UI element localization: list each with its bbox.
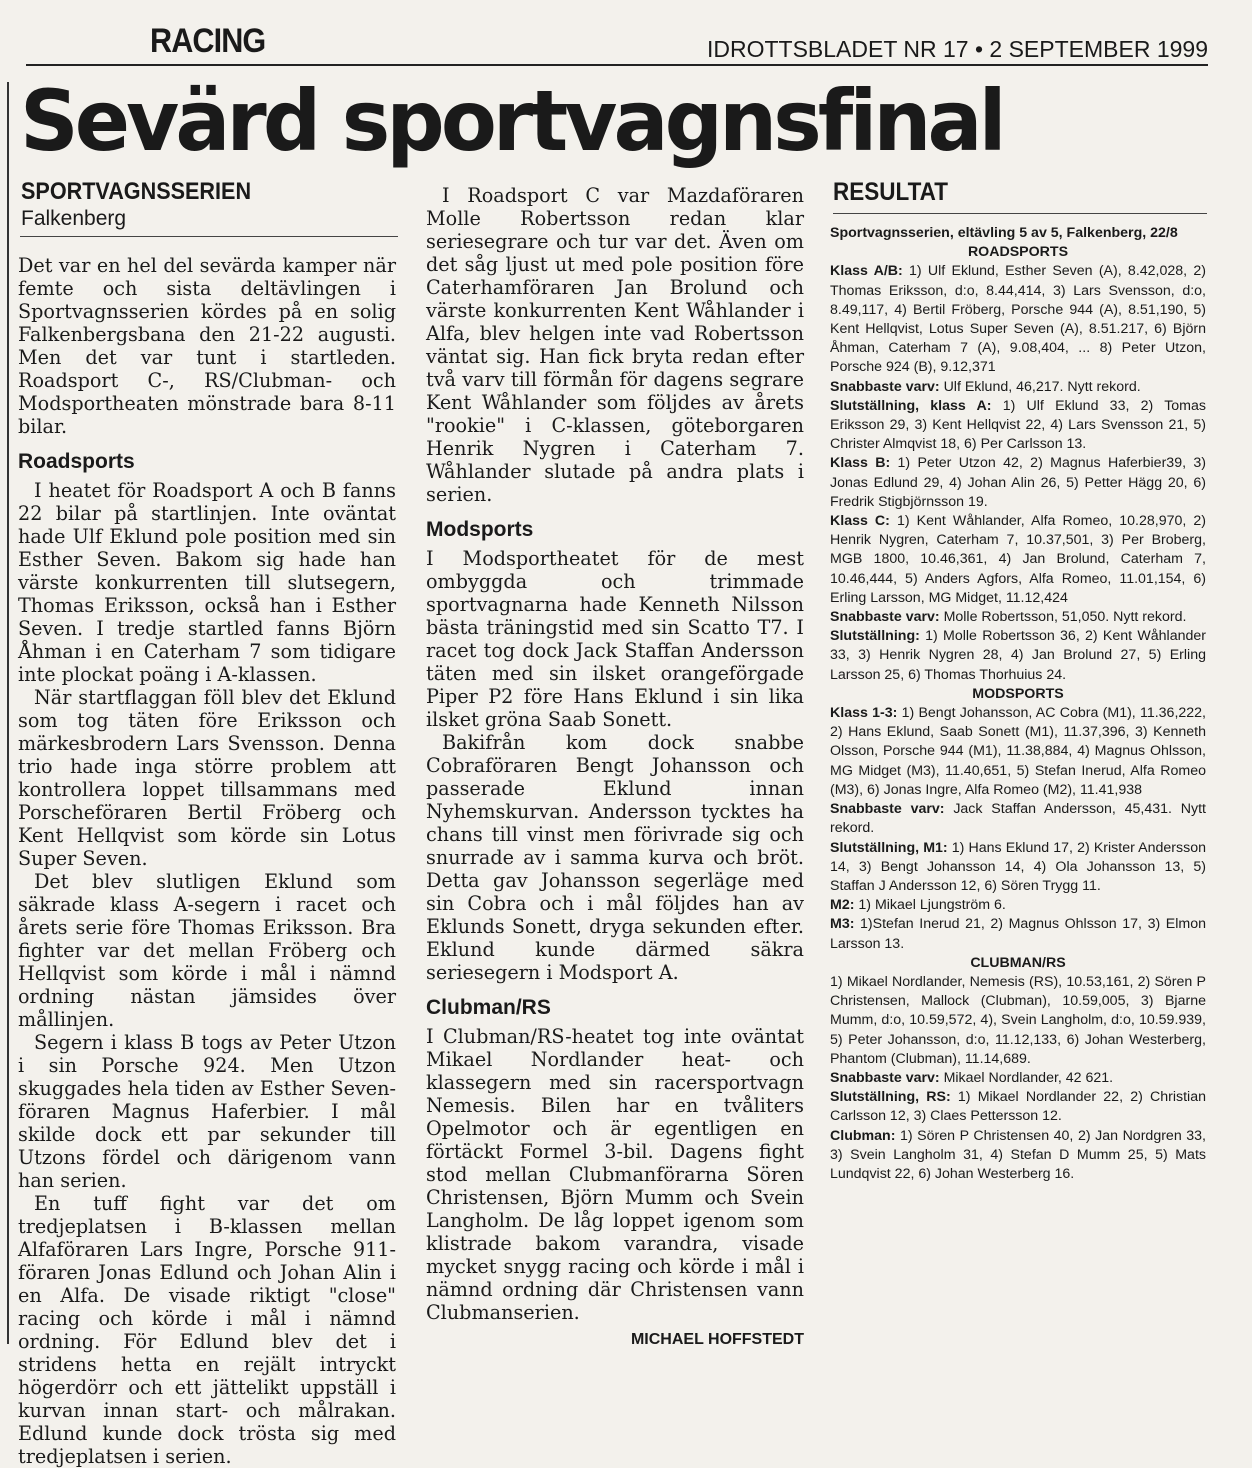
kicker-rule [20, 236, 398, 237]
article-intro: Det var en hel del sevärda kamper när femte och sista deltävlingen i Sportvagnsserien kördes på en solig Falkenbergsbana den 21-22 augusti. Men det var tunt i startleden. Roadsport C-, RS/Clubman- och Modsportheaten mönstrade bara 8-11 bilar. [18, 254, 396, 438]
results-title: RESULTAT [833, 178, 948, 206]
result-entry: Slutställning: 1) Molle Robertsson 36, 2) Kent Wåhlander 33, 3) Henrik Nygren 28, 4) Jan Brolund 27, 5) Erling Larsson 25, 6) Thomas Thorhuius 24. [830, 628, 1206, 683]
result-entry: Snabbaste varv: Molle Robertsson, 51,050. Nytt rekord. [830, 609, 1187, 626]
paragraph: I Clubman/RS-heatet tog inte oväntat Mikael Nordlander heat- och klassegern med sin racersportvagn Nemesis. Bilen har en tvåliters Opelmotor och är egentligen en förtäckt Formel 3-bil. Dagens fight stod mellan Clubmanförarna Sören Christensen, Björn Mumm och Svein Langholm. De låg loppet igenom som klistrade bakom varandra, visade mycket snygg racing och körde i mål i nämnd ordning där Christensen vann Clubmanserien. [426, 1025, 804, 1324]
kicker: SPORTVAGNSSERIEN [21, 178, 252, 205]
result-entry: Clubman: 1) Sören P Christensen 40, 2) Jan Nordgren 33, 3) Svein Langholm 31, 4) Stefan D Mumm 25, 5) Mats Lundqvist 22, 6) Johan Westerberg 16. [830, 1127, 1206, 1182]
result-entry: Klass C: 1) Kent Wåhlander, Alfa Romeo, 10.28,970, 2) Henrik Nygren, Caterham 7, 10.37,501, 3) Per Broberg, MGB 1800, 10.46,361, 4) Jan Brolund, Caterham 7, 10.46,444, 5) Anders Agfors, Alfa Romeo, 11.01,154, 6) Erling Larsson, MG Midget, 11.12,424 [830, 513, 1206, 606]
dateline-place: Falkenberg [21, 207, 127, 230]
paragraph: När startflaggan föll blev det Eklund som tog täten före Eriksson och märkesbrodern Lars Svensson. Denna trio hade inga större problem att kontrollera loppet tillsammans med Porscheföraren Bertil Fröberg och Kent Hellqvist som körde sin Lotus Super Seven. [18, 686, 396, 870]
results-rule [833, 213, 1207, 214]
result-entry: Snabbaste varv: Mikael Nordlander, 42 621. [830, 1069, 1114, 1086]
article-column-1 [18, 254, 396, 1468]
paragraph: I heatet för Roadsport A och B fanns 22 bilar på startlinjen. Inte oväntat hade Ulf Eklund pole position med sin Esther Seven. Bakom sig hade han värste konkurrenten till slutsegern, Thomas Eriksson, också han i Esther Seven. I tredje startled fanns Björn Åhman i en Caterham 7 som tidigare inte plockat poäng i A-klassen. [18, 479, 396, 686]
result-entry: Klass 1-3: 1) Bengt Johansson, AC Cobra (M1), 11.36,222, 2) Hans Eklund, Saab Sonett (M1), 11.37,396, 3) Kenneth Olsson, Porsche 944 (M1), 11.38,884, 4) Magnus Ohlsson, MG Midget (M3), 11.40,651, 5) Stefan Inerud, Alfa Romeo (M3), 6) Jonas Ingre, Alfa Romeo (M2), 11.41,938 [830, 705, 1206, 798]
headline: Sevärd sportvagnsfinal [20, 72, 1003, 170]
result-entry: M3: 1)Stefan Inerud 21, 2) Magnus Ohlsson 17, 3) Elmon Larsson 13. [830, 916, 1206, 952]
article-column-2 [426, 184, 804, 1351]
result-entry: 1) Mikael Nordlander, Nemesis (RS), 10.53,161, 2) Sören P Christensen, Mallock (Clubman), 10.59,005, 3) Bjarne Mumm, d:o, 10.59,572, 4), Svein Langholm, d:o, 10.59.939, 5) Peter Johansson, d:o, 11.12,133, 6) Johan Westerberg, Phantom (Clubman), 11.14,689. [830, 973, 1206, 1067]
result-entry: Klass B: 1) Peter Utzon 42, 2) Magnus Haferbier39, 3) Jonas Edlund 29, 4) Johan Alin 26, 5) Petter Hägg 20, 6) Fredrik Stigbjörnsson 19. [830, 455, 1206, 510]
paragraph: I Modsportheatet för de mest ombyggda och trimmade sportvagnarna hade Kenneth Nilsson bästa träningstid med sin Scatto T7. I racet tog dock Jack Staffan Andersson täten med sin ilsket orangeförgade Piper P2 före Hans Eklund i sin lika ilsket gröna Saab Sonett. [426, 547, 804, 731]
results-roadsports-head: ROADSPORTS [967, 244, 1069, 261]
paragraph: En tuff fight var det om tredjeplatsen i B-klassen mellan Alfaföraren Lars Ingre, Porsche 911-föraren Jonas Edlund och Johan Alin i en Alfa. De visade riktigt "close" racing och körde i mål i nämnd ordning. För Edlund blev det i stridens hetta en rejält intryckt högerdörr och ett jättelikt uppställ i kurvan innan start- och målrakan. Edlund kunde dock trösta sig med tredjeplatsen i serien. [18, 1192, 396, 1468]
result-entry: Slutställning, klass A: 1) Ulf Eklund 33, 2) Tomas Eriksson 29, 3) Kent Hellqvist 22, 4) Lars Svensson 21, 5) Christer Almqvist 18, 6) Per Carlsson 13. [830, 397, 1206, 453]
masthead-rule [26, 64, 1208, 66]
results-clubman-head: CLUBMAN/RS [970, 954, 1066, 971]
result-entry: Klass A/B: 1) Ulf Eklund, Esther Seven (A), 8.42,028, 2) Thomas Eriksson, d:o, 8.44,414, 3) Lars Svensson, d:o, 8.49,117, 4) Bertil Fröberg, Porsche 944 (A), 8.51,190, 5) Kent Hellqvist, Lotus Super Seven (A), 8.51.217, 6) Björn Åhman, Caterham 7 (A), 9.08,404, ... 8) Peter Utzon, Porsche 924 (B), 9.12,371 [830, 263, 1206, 376]
left-margin-rule [7, 82, 9, 1344]
byline: MICHAEL HOFFSTEDT [630, 1331, 804, 1348]
subhead-clubman: Clubman/RS [426, 996, 551, 1019]
results-column [830, 224, 1206, 1184]
paragraph: Det blev slutligen Eklund som säkrade klass A-segern i racet och årets serie före Thomas Eriksson. Bra fighter var det mellan Fröberg och Hellqvist som körde i mål i nämnd ordning nästan jämsides över mållinjen. [18, 870, 396, 1031]
subhead-modsports: Modsports [426, 518, 534, 541]
issue-line: IDROTTSBLADET NR 17 • 2 SEPTEMBER 1999 [706, 36, 1208, 62]
result-entry: Slutställning, RS: 1) Mikael Nordlander 22, 2) Christian Carlsson 12, 3) Claes Pettersson 12. [830, 1089, 1206, 1125]
masthead [0, 0, 1252, 64]
result-entry: Snabbaste varv: Ulf Eklund, 46,217. Nytt rekord. [830, 378, 1141, 395]
subhead-roadsports: Roadsports [18, 450, 135, 473]
result-entry: Snabbaste varv: Jack Staffan Andersson, 45,431. Nytt rekord. [830, 801, 1206, 837]
result-entry: Slutställning, M1: 1) Hans Eklund 17, 2) Krister Andersson 14, 3) Bengt Johansson 14, 4) Ola Johansson 13, 5) Staffan J Andersson 12, 6) Sören Trygg 11. [830, 839, 1206, 894]
result-entry: M2: 1) Mikael Ljungström 6. [830, 897, 1006, 914]
paragraph: Bakifrån kom dock snabbe Cobraföraren Bengt Johansson och passerade Eklund innan Nyhemskurvan. Andersson tycktes ha chans till vinst men förivrade sig och snurrade av i samma kurva och bröt. Detta gav Johansson segerläge med sin Cobra och i mål följdes han av Eklunds Sonett, dryga sekunden efter. Eklund kunde därmed säkra seriesegern i Modsport A. [426, 731, 804, 984]
results-modsports-head: MODSPORTS [972, 685, 1064, 702]
section-tag: RACING [150, 22, 266, 60]
results-event: Sportvagnsserien, eltävling 5 av 5, Falkenberg, 22/8 [830, 225, 1178, 241]
paragraph: Segern i klass B togs av Peter Utzon i sin Porsche 924. Men Utzon skuggades hela tiden av Esther Seven-föraren Magnus Haferbier. I mål skilde dock ett par sekunder till Utzons fördel och därigenom vann han serien. [18, 1031, 396, 1192]
paragraph: I Roadsport C var Mazdaföraren Molle Robertsson redan klar seriesegrare och tur var det. Även om det såg ljust ut med pole position före Caterhamföraren Jan Brolund och värste konkurrenten Kent Wåhlander i Alfa, blev helgen inte vad Robertsson väntat sig. Han fick bryta redan efter två varv till förmån för dagens segrare Kent Wåhlander som följdes av årets "rookie" i C-klassen, göteborgaren Henrik Nygren i Caterham 7. Wåhlander slutade på andra plats i serien. [426, 184, 804, 506]
